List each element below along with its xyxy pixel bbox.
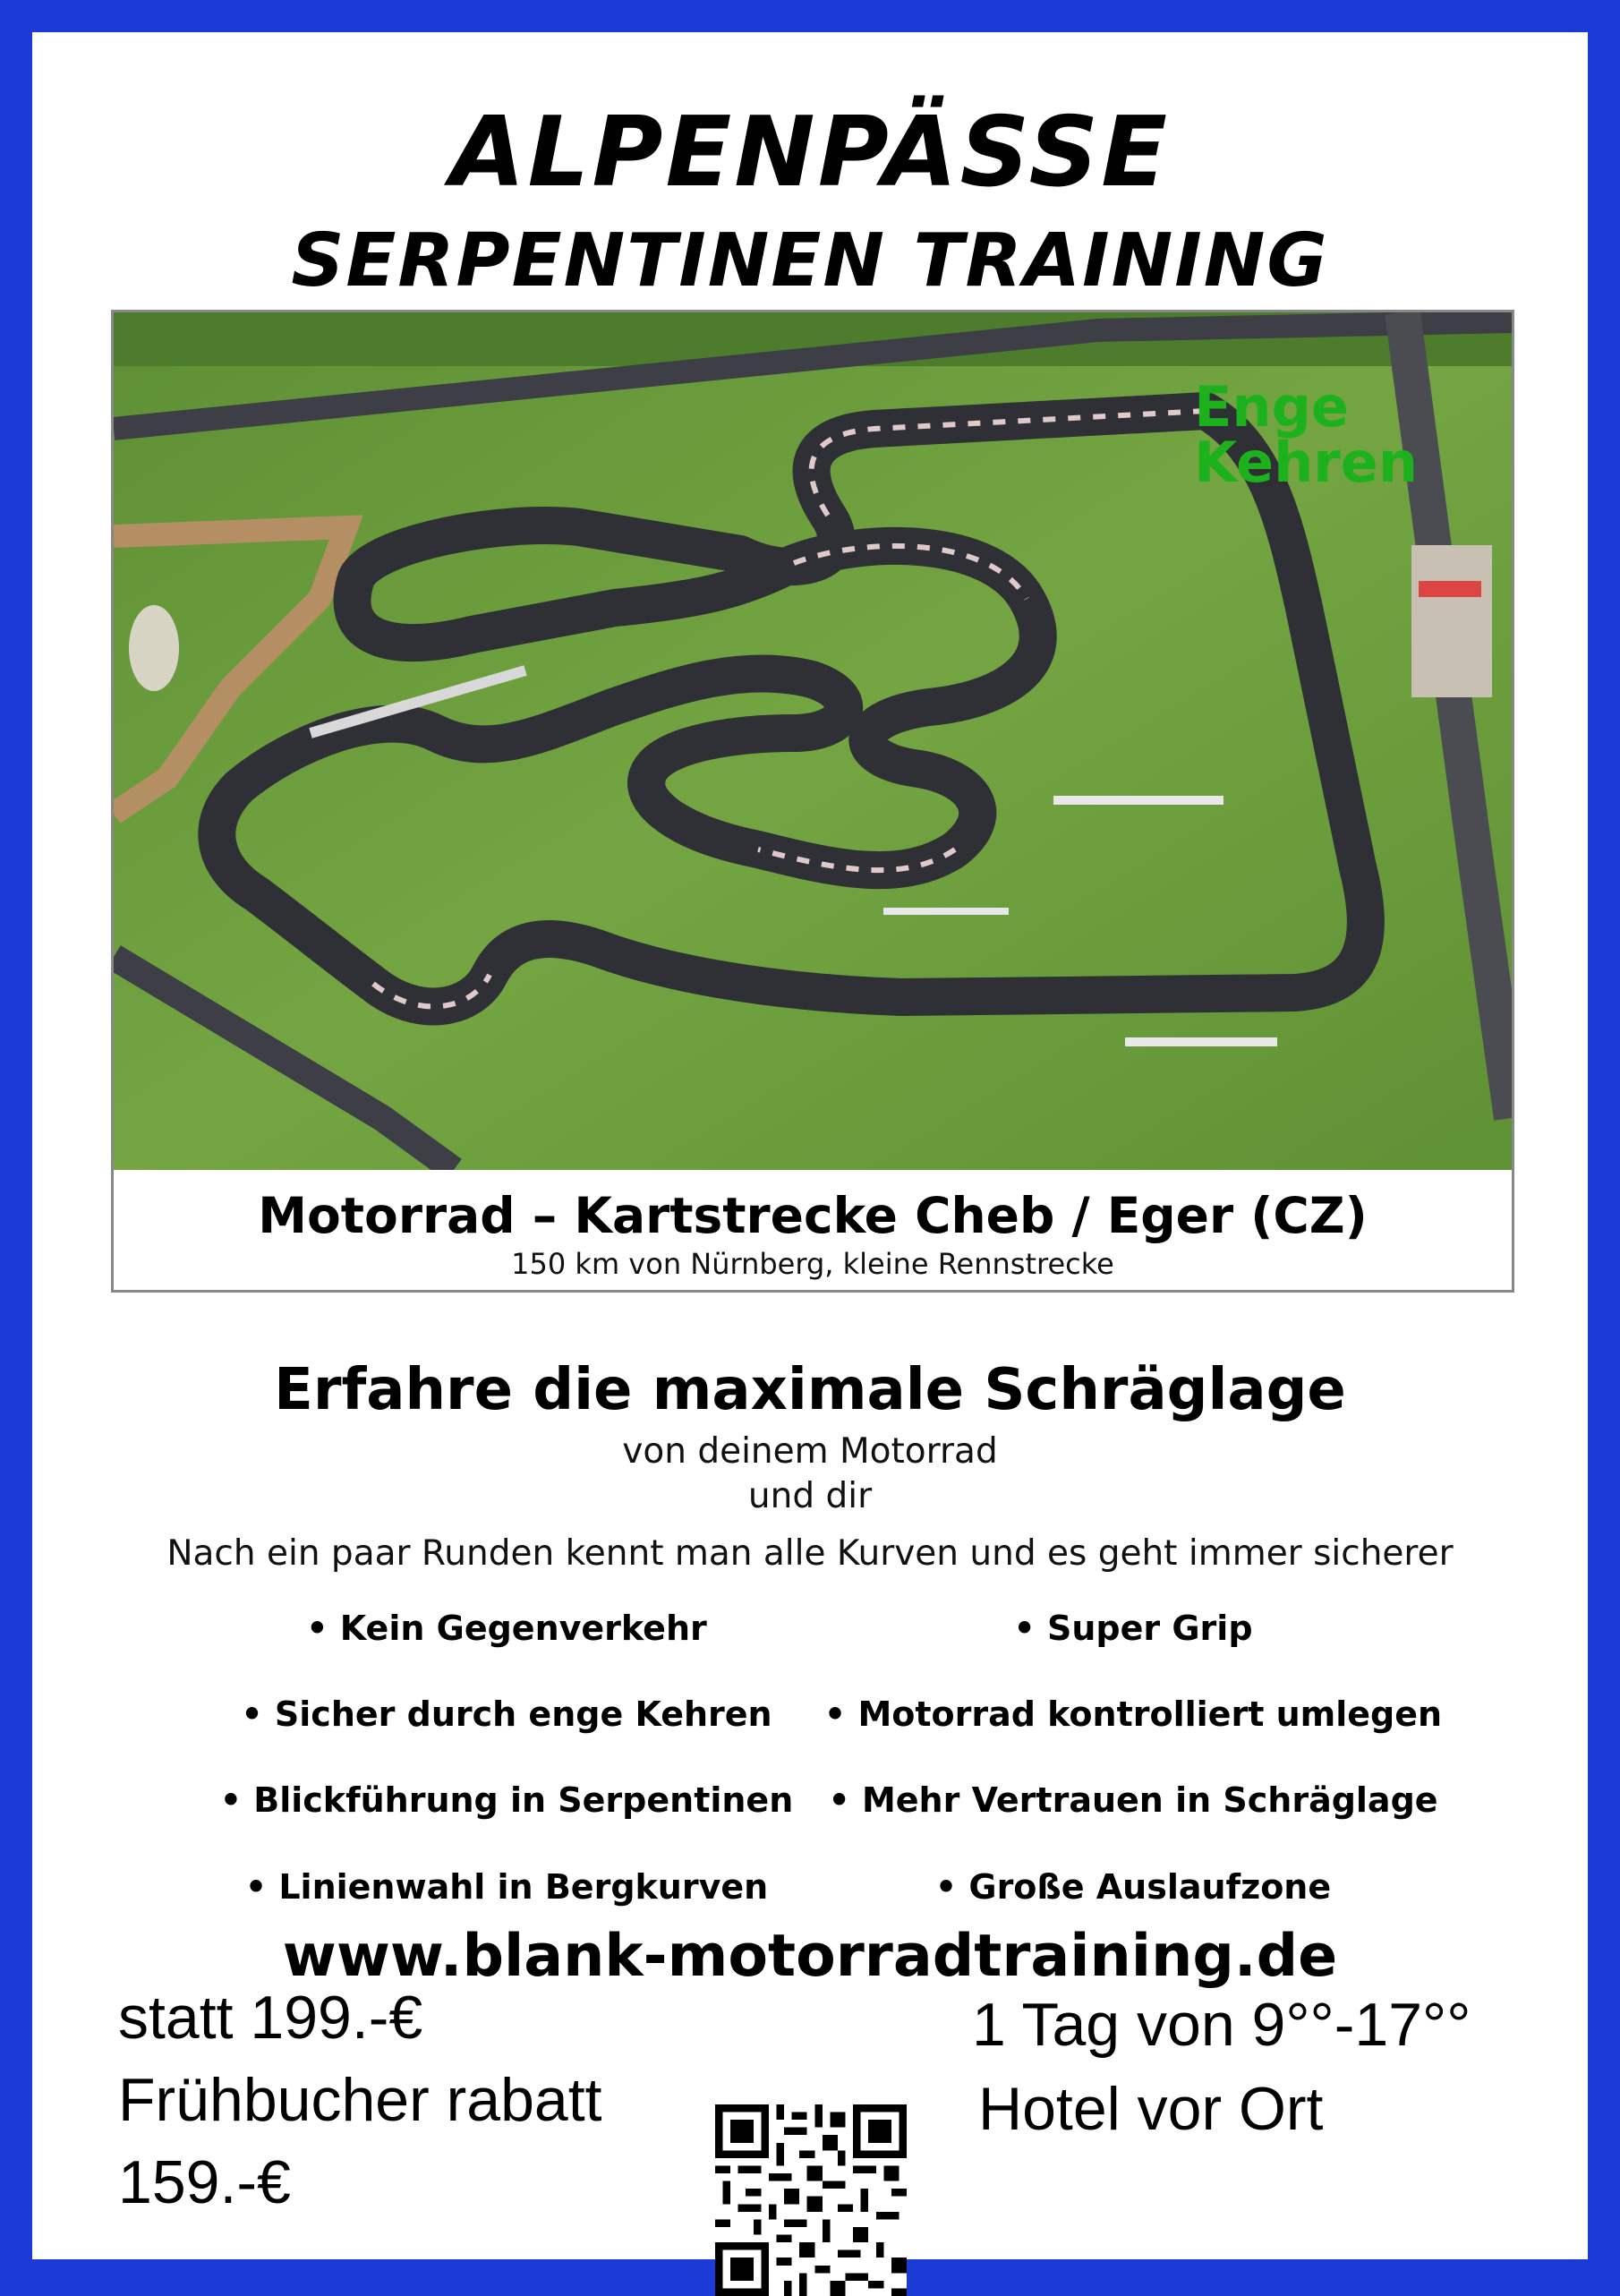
price-earlybird: 159.-€ [118, 2148, 291, 2216]
price-original: statt 199.-€ [118, 1984, 423, 2052]
track-photo-frame [111, 310, 1514, 1293]
info-hotel: Hotel vor Ort [978, 2075, 1324, 2143]
page-subtitle: SERPENTINEN TRAINING [291, 218, 1329, 303]
headline-sub-2: und dir [747, 1476, 873, 1516]
page-title: ALPENPÄSSE [449, 97, 1171, 209]
overlay-label-line1: Enge [1194, 374, 1349, 440]
website-url[interactable]: www.blank-motorradtraining.de [282, 1923, 1338, 1990]
overlay-label [1194, 374, 1418, 495]
track-aerial-photo [114, 312, 1512, 1170]
bullet-left-2: • Sicher durch enge Kehren [241, 1694, 772, 1734]
bullet-left-1: • Kein Gegenverkehr [306, 1609, 707, 1648]
overlay-label-line2: Kehren [1194, 430, 1418, 495]
bullet-right-4: • Große Auslaufzone [934, 1867, 1332, 1907]
qr-code-icon [715, 2104, 907, 2296]
qr-code-area [690, 2082, 932, 2259]
photo-caption: Motorrad – Kartstrecke Cheb / Eger (CZ) [258, 1187, 1368, 1244]
info-time: 1 Tag von 9°°-17°° [972, 1991, 1471, 2059]
bullet-right-3: • Mehr Vertrauen in Schräglage [828, 1780, 1438, 1820]
bullet-right-1: • Super Grip [1013, 1609, 1253, 1648]
flyer-page [32, 32, 1588, 2259]
price-earlybird-label: Frühbucher rabatt [118, 2066, 602, 2134]
headline-sub-1: von deinem Motorrad [622, 1431, 998, 1472]
photo-subcaption: 150 km von Nürnberg, kleine Rennstrecke [511, 1247, 1114, 1281]
bullet-right-2: • Motorrad kontrolliert umlegen [823, 1694, 1443, 1734]
lead-text: Nach ein paar Runden kennt man alle Kurven und es geht immer sicherer [166, 1533, 1454, 1574]
bullet-left-4: • Linienwahl in Bergkurven [244, 1867, 769, 1907]
bullet-left-3: • Blickführung in Serpentinen [219, 1780, 794, 1820]
headline: Erfahre die maximale Schräglage [274, 1357, 1346, 1423]
